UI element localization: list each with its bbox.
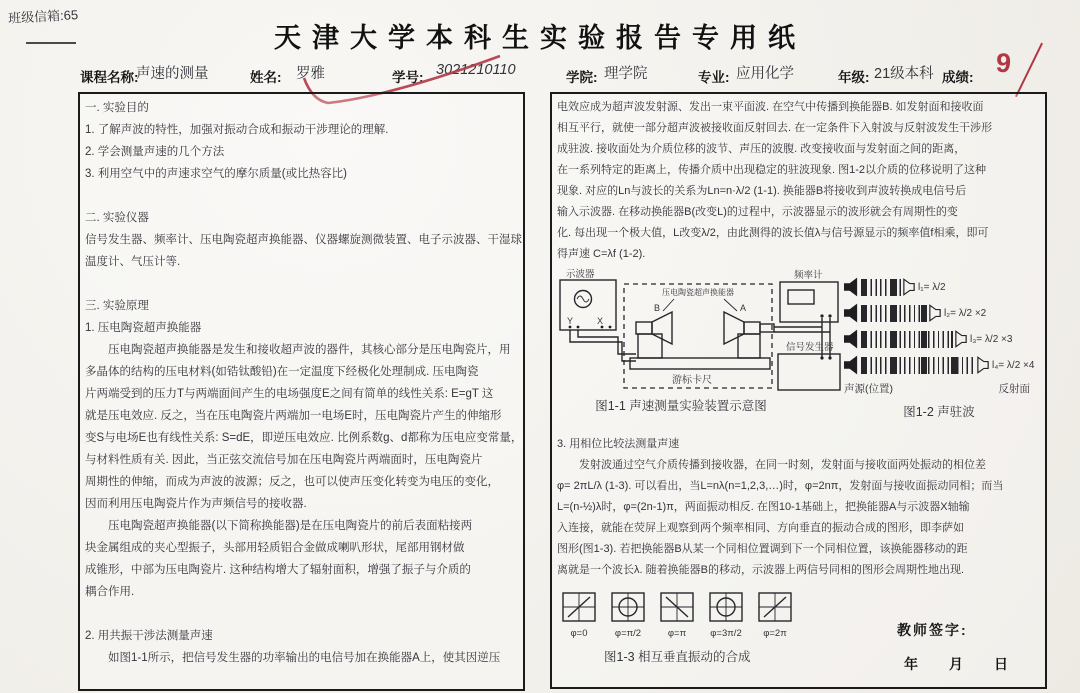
wave-bars: [861, 279, 901, 296]
lissajous-cell: [758, 592, 792, 639]
college-value: 理学院: [604, 66, 648, 82]
transducer-b-label: B: [654, 303, 661, 313]
transducer-a-stem: [744, 322, 760, 334]
class-mailbox-note: 班级信箱:65: [7, 7, 79, 26]
handwritten-line: 在一系列特定的距离上，传播介质中出现稳定的驻波现象. 图1-2以介质的位移说明了这种: [557, 164, 987, 176]
handwritten-line: 一. 实验目的: [85, 102, 149, 114]
signature-date-label: 年 月 日: [904, 656, 1009, 672]
standing-wave-row: [844, 352, 1047, 378]
student-id-value: 3021210110: [436, 62, 516, 78]
college-label: 学院:: [566, 70, 598, 85]
phase-label: φ=0: [570, 628, 588, 639]
wave-length-label: l₂= λ/2 ×2: [944, 307, 987, 319]
lissajous-diagonal-icon: [758, 592, 792, 622]
speaker-icon: [844, 277, 859, 297]
handwritten-line: 现象. 对应的Ln与波长的关系为Ln=n·λ/2 (1-1). 换能器B将接收到声波转换成电信号后: [557, 185, 967, 197]
reflector-icon: [903, 278, 915, 296]
left-column-text: [85, 97, 523, 669]
phase-label: φ=π/2: [614, 628, 642, 639]
right-paragraph-1: [557, 97, 1045, 265]
lissajous-diagonal-icon: [660, 592, 694, 622]
transducer-a-horn: [724, 312, 744, 344]
handwritten-line: L=(n-½)λ时，φ=(2n-1)π，两面振动相反. 在图10-1基础上，把换能器A与示波器X轴输: [557, 501, 970, 513]
handwritten-line: 周期性的伸缩，而成为声波的波源；反之，也可以使声压变化转变为电压的变化，: [85, 476, 499, 488]
handwritten-line: 块金属组成的夹心型振子，头部用轻质铝合金做成喇叭形状，尾部用钢材做: [85, 542, 465, 554]
standing-wave-row: [844, 326, 1047, 352]
right-paragraph-2: [557, 434, 1045, 581]
apparatus-drawing: [556, 266, 842, 394]
oscilloscope-label: 示波器: [566, 269, 595, 280]
reflector-label: 反射面: [998, 383, 1030, 395]
handwritten-line: [85, 273, 518, 295]
handwritten-line: 二. 实验仪器: [85, 212, 149, 224]
handwritten-line: 温度计、气压计等.: [85, 256, 181, 268]
handwritten-line: 1. 了解声波的特性，加强对振动合成和振动干涉理论的理解.: [85, 124, 389, 136]
handwritten-line: 因而利用压电陶瓷片作为声频信号的接收器.: [85, 498, 307, 510]
handwritten-line: 2. 学会测量声速的几个方法: [85, 146, 225, 158]
caliper-label: 游标卡尺: [672, 375, 712, 386]
figure-1-2-caption: 图1-2 声驻波: [903, 405, 975, 419]
handwritten-line: [85, 185, 518, 207]
grade-label: 年级:: [838, 70, 870, 85]
grade-value: 21级本科: [874, 66, 934, 82]
figure-1-3-caption: 图1-3 相互垂直振动的合成: [604, 650, 751, 664]
handwritten-line: 3. 利用空气中的声速求空气的摩尔质量(或比热容比): [85, 168, 347, 180]
reflector-icon: [955, 330, 967, 348]
reflector-icon: [929, 304, 941, 322]
handwritten-line: 就是压电效应. 反之，当在压电陶瓷片两端加一电场E时，压电陶瓷片产生的伸缩形: [85, 410, 502, 422]
handwritten-line: 电效应成为超声波发射源、发出一束平面波. 在空气中传播到换能器B. 如发射面和接收面: [557, 101, 984, 113]
student-id-label: 学号:: [392, 70, 424, 85]
course-value: 声速的测量: [136, 66, 209, 82]
handwritten-line: 3. 用相位比较法测量声速: [557, 438, 680, 450]
freq-meter-display: [788, 290, 814, 304]
y-terminal-label: Y: [567, 316, 574, 326]
handwritten-line: φ= 2πL/λ (1-3). 可以看出，当L=nλ(n=1,2,3,…)时，φ=2nπ，发射面与接收面振动同相；而当: [557, 480, 1004, 492]
wave-bars: [861, 305, 927, 322]
handwritten-line: 压电陶瓷超声换能器是发生和接收超声波的器件，其核心部分是压电陶瓷片，用: [85, 344, 511, 356]
phase-label: φ=2π: [763, 628, 787, 639]
figure-1-1-caption: 图1-1 声速测量实验装置示意图: [595, 399, 767, 413]
figure-1-2: [844, 274, 1047, 420]
standing-wave-row: [844, 274, 1047, 300]
wave-bars: [861, 357, 975, 374]
freq-meter-label: 频率计: [794, 270, 823, 281]
handwritten-line: 耦合作用.: [85, 586, 135, 598]
lissajous-circle-icon: [709, 592, 743, 622]
handwritten-line: 输入示波器. 在移动换能器B(改变L)的过程中，示波器显示的波形就会有周期性的变: [557, 206, 958, 218]
handwritten-line: 1. 压电陶瓷超声换能器: [85, 322, 202, 334]
handwritten-line: 信号发生器、频率计、压电陶瓷超声换能器、仪器螺旋测微装置、电子示波器、干湿球: [85, 234, 522, 246]
figure-1-1: [556, 266, 842, 414]
course-label: 课程名称:: [80, 70, 139, 85]
wave-length-label: l₁= λ/2: [918, 281, 946, 293]
major-label: 专业:: [698, 70, 730, 85]
handwritten-line: 得声速 C=λf (1-2).: [557, 248, 646, 260]
handwritten-line: 化. 每出现一个极大值，L改变λ/2，由此测得的波长值λ与信号源显示的频率值f相乘，即可: [557, 227, 989, 239]
handwritten-line: 成驻波. 接收面处为介质位移的波节、声压的波腹. 改变接收面与发射面之间的距离，: [557, 143, 966, 155]
name-value: 罗雅: [296, 66, 325, 82]
handwritten-line: 与材料性质有关. 因此，当正弦交流信号加在压电陶瓷片两端面时，压电陶瓷片: [85, 454, 483, 466]
handwritten-line: 图形(图1-3). 若把换能器B从某一个同相位置调到下一个同相位置，该换能器移动的距: [557, 543, 968, 555]
wave-bars: [861, 331, 953, 348]
wave-length-label: l₃= λ/2 ×3: [970, 333, 1013, 345]
score-label: 成绩:: [942, 70, 974, 85]
caliper-rail: [630, 358, 770, 369]
teacher-signature-label: 教师签字:: [897, 622, 968, 638]
lissajous-cell: [660, 592, 694, 639]
handwritten-line: 片两端受到的压力T与两端面间产生的电场强度E之间有简单的线性关系: E=gT 这: [85, 388, 494, 400]
lissajous-diagonal-icon: [562, 592, 596, 622]
transducer-b-stem: [636, 322, 652, 334]
right-support: [738, 334, 760, 358]
right-column-box: [550, 92, 1047, 689]
speaker-icon: [844, 355, 859, 375]
handwritten-line: 三. 实验原理: [85, 300, 149, 312]
wave-length-label: l₄= λ/2 ×4: [992, 359, 1035, 371]
speaker-icon: [844, 303, 859, 323]
figure-1-3: [562, 592, 892, 665]
sound-source-label: 声源(位置): [844, 383, 893, 395]
handwritten-line: 发射波通过空气介质传播到接收器，在同一时刻，发射面与接收面两处振动的相位差: [557, 459, 986, 471]
standing-wave-row: [844, 300, 1047, 326]
speaker-icon: [844, 329, 859, 349]
handwritten-line: 成锥形，中部为压电陶瓷片. 这种结构增大了辐射面积，增强了振子与介质的: [85, 564, 471, 576]
handwritten-line: [85, 603, 518, 625]
signal-generator-label: 信号发生器: [786, 342, 834, 353]
phase-label: φ=3π/2: [710, 628, 742, 639]
transducer-label: 压电陶瓷超声换能器: [662, 288, 734, 297]
lissajous-cell: [562, 592, 596, 639]
transducer-a-label: A: [740, 303, 747, 313]
name-label: 姓名:: [250, 70, 282, 85]
score-value: 9: [995, 47, 1013, 79]
handwritten-line: 2. 用共振干涉法测量声速: [85, 630, 213, 642]
major-value: 应用化学: [736, 66, 794, 82]
reflector-icon: [977, 356, 989, 374]
handwritten-line: 压电陶瓷超声换能器(以下简称换能器)是在压电陶瓷片的前后表面粘接两: [85, 520, 473, 532]
phase-label: φ=π: [667, 628, 687, 639]
page-title: 天津大学本科生实验报告专用纸: [274, 23, 806, 53]
handwritten-line: 相互平行，就使一部分超声波被接收面反射回去. 在一定条件下入射波与反射波发生干涉形: [557, 122, 993, 134]
handwritten-line: 变S与电场E也有线性关系: S=dE，即逆压电效应. 比例系数g、d都称为压电应变常量，: [85, 432, 523, 444]
x-terminal-label: X: [597, 316, 604, 326]
lissajous-circle-icon: [611, 592, 645, 622]
handwritten-line: 如图1-1所示，把信号发生器的功率输出的电信号加在换能器A上，使其因逆压: [85, 652, 501, 664]
lissajous-cell: [709, 592, 743, 639]
left-column-box: [78, 92, 525, 691]
caliper-dashed-box: [624, 284, 772, 388]
handwritten-line: 多晶体的结构的压电材料(如锆钛酸铅)在一定温度下经极化处理制成. 压电陶瓷: [85, 366, 479, 378]
handwritten-line: 入连接，就能在荧屏上观察到两个频率相同、方向垂直的振动合成的图形，即李萨如: [557, 522, 964, 534]
lissajous-cell: [611, 592, 645, 639]
wire: [570, 330, 636, 361]
handwritten-line: 离就是一个波长λ. 随着换能器B的移动，示波器上两信号同相的图形会周期性地出现.: [557, 564, 965, 576]
